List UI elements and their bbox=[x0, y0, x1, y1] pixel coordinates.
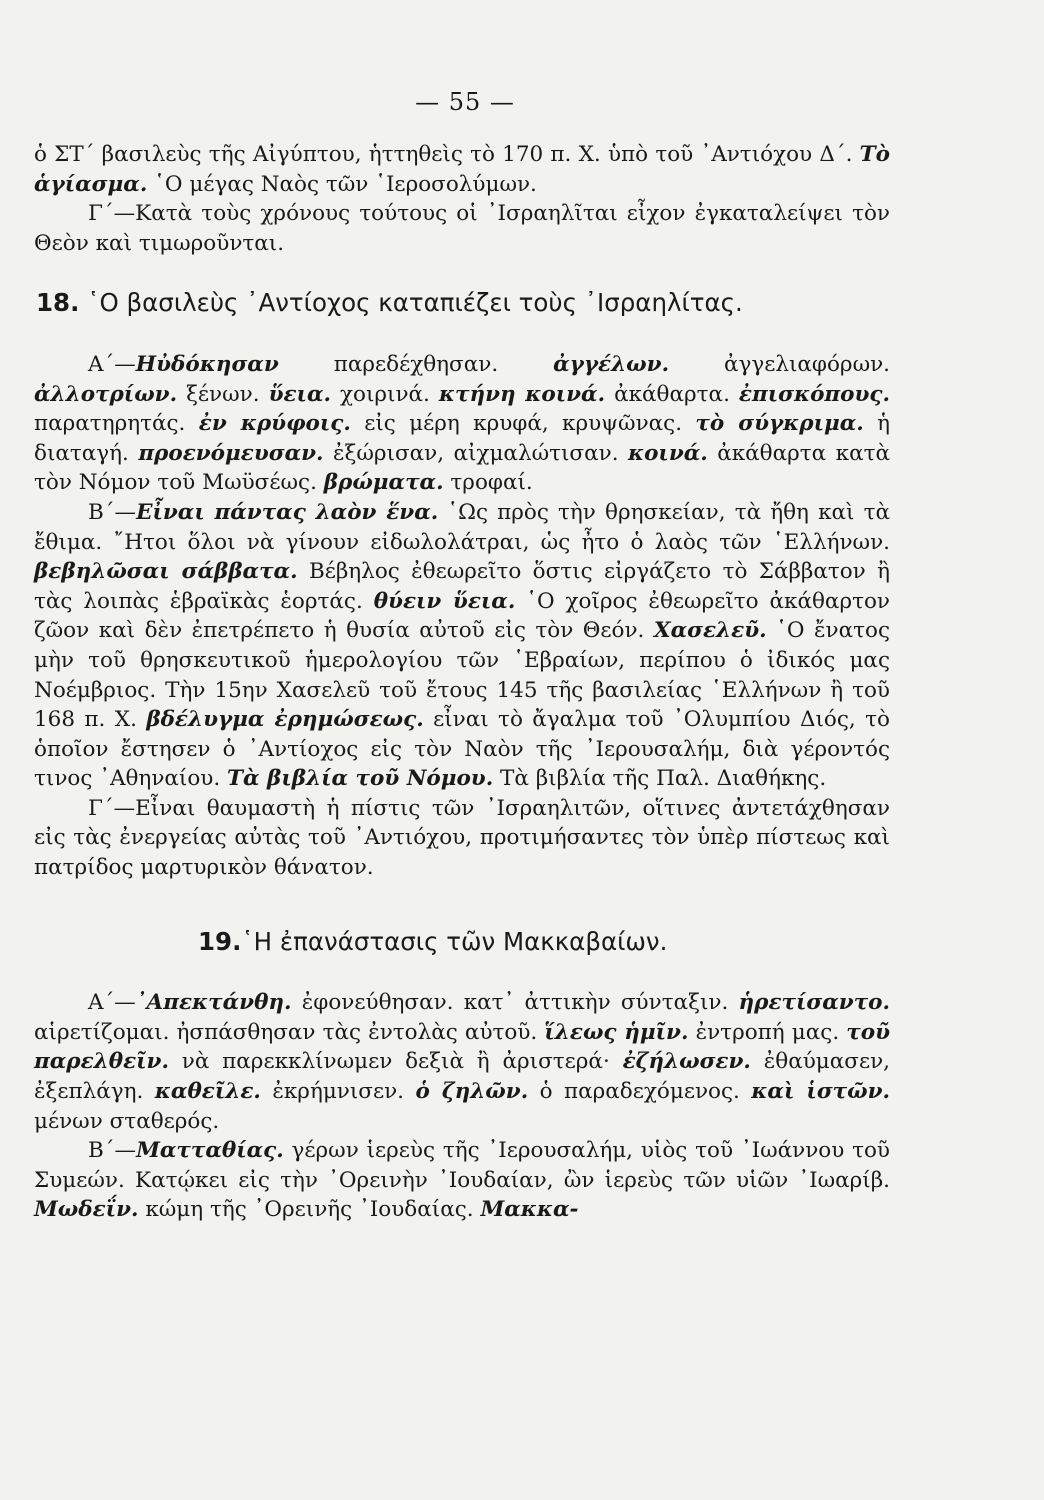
section-19-number: 19. bbox=[198, 926, 242, 956]
gloss-text: ἐφονεύθησαν. κατ᾿ ἀττικὴν σύνταξιν. bbox=[291, 990, 739, 1016]
glossary-term: ᾿Απεκτάνθη. bbox=[135, 990, 292, 1016]
gloss-text: ἀκάθαρτα κατὰ τὸν Νόμον τοῦ Μωϋσέως. bbox=[34, 440, 890, 496]
gloss-text: μένων σταθερός. bbox=[34, 1108, 220, 1134]
page-number: — 55 — bbox=[415, 88, 515, 116]
gloss-text: ῾Ως πρὸς τὴν θρησκείαν, τὰ ἤθη καὶ τὰ ἔθιμα. ῎Ητοι ὅλοι νὰ γίνουν εἰδωλολάτραι, ὡς ἦτο ὁ λαὸς τῶν ῾Ελλήνων. bbox=[34, 499, 890, 555]
glossary-term: ἀγγέλων. bbox=[553, 351, 670, 377]
glossary-term: κοινά. bbox=[627, 440, 708, 466]
gloss-text: τροφαί. bbox=[443, 470, 533, 496]
gloss-text: Β΄— bbox=[88, 1138, 137, 1164]
gloss-text: Βέβηλος ἐθεωρεῖτο ὅστις εἰργάζετο τὸ Σάββατον ἢ τὰς λοιπὰς ἑβραϊκὰς ἑορτάς. bbox=[34, 559, 890, 614]
glossary-term: Μακκα- bbox=[480, 1197, 579, 1223]
glossary-term: ἐν κρύφοις. bbox=[198, 411, 351, 437]
glossary-term: καὶ ἱστῶν. bbox=[751, 1079, 891, 1105]
gloss-text: παρεδέχθησαν. bbox=[278, 351, 554, 377]
section-19-alpha-paragraph bbox=[34, 988, 890, 1136]
gloss-text: κώμη τῆς ᾿Ορεινῆς ᾿Ιουδαίας. bbox=[138, 1197, 481, 1223]
glossary-term: ἐζήλωσεν. bbox=[622, 1049, 751, 1075]
glossary-term: Εἶναι πάντας λαὸν ἕνα. bbox=[136, 499, 439, 525]
glossary-term: θύειν ὕεια. bbox=[373, 588, 516, 614]
intro-gamma-paragraph: Γ΄—Κατὰ τοὺς χρόνους τούτους οἱ ᾿Ισραηλῖται εἶχον ἐγκαταλείψει τὸν Θεὸν καὶ τιμωροῦνται. bbox=[34, 201, 890, 256]
gloss-text: ξένων. bbox=[177, 381, 269, 407]
gloss-text: ῾Ο χοῖρος ἐθεωρεῖτο ἀκάθαρτον ζῶον καὶ δὲν ἐπετρέπετο ἡ θυσία αὐτοῦ εἰς τὸν Θεόν. bbox=[34, 588, 890, 644]
gloss-text: Α΄— bbox=[88, 990, 136, 1016]
section-18-number: 18. bbox=[36, 288, 80, 318]
gloss-text: ἐκρήμνισεν. bbox=[260, 1079, 416, 1105]
gloss-text: ἀκάθαρτα. bbox=[605, 381, 739, 407]
glossary-term: τοῦ παρελθεῖν. bbox=[34, 1019, 891, 1075]
gloss-text: παρατηρητάς. bbox=[34, 411, 199, 437]
glossary-term: βδέλυγμα ἐρημώσεως. bbox=[146, 707, 424, 733]
gloss-text: νὰ παρεκκλίνωμεν δεξιὰ ἢ ἀριστερά· bbox=[168, 1049, 623, 1075]
gloss-text: Τὰ βιβλία τῆς Παλ. Διαθήκης. bbox=[493, 766, 827, 792]
glossary-term: Ματταθίας. bbox=[136, 1138, 284, 1164]
glossary-term: Τὰ βιβλία τοῦ Νόμου. bbox=[227, 766, 494, 792]
glossary-term: κτήνη κοινά. bbox=[438, 381, 606, 407]
gloss-text: εἶναι τὸ ἄγαλμα τοῦ ᾿Ολυμπίου Διός, τὸ ὁποῖον ἔστησεν ὁ ᾿Αντίοχος εἰς τὸν Ναὸν τῆς ᾿Ιερουσαλήμ, διὰ γέροντός τινος ᾿Αθηναίου. bbox=[34, 707, 890, 792]
glossary-term: καθεῖλε. bbox=[154, 1079, 261, 1105]
section-18-heading bbox=[36, 288, 890, 318]
section-18-alpha-paragraph bbox=[34, 350, 890, 498]
section-19-beta-paragraph bbox=[34, 1136, 890, 1225]
gloss-text: ἐθαύμασεν, ἐξεπλάγη. bbox=[34, 1049, 890, 1105]
intro-text-end: ῾Ο μέγας Ναὸς τῶν ῾Ιεροσολύμων. bbox=[147, 171, 537, 197]
glossary-term: Ηὐδόκησαν bbox=[135, 351, 279, 377]
page-body bbox=[34, 140, 890, 1225]
gloss-text: ἡ διαταγή. bbox=[34, 411, 890, 466]
gloss-text: ἐξώρισαν, αἰχμαλώτισαν. bbox=[323, 440, 628, 466]
glossary-term: ἐπισκόπους. bbox=[738, 381, 890, 407]
gloss-text: ὁ παραδεχόμενος. bbox=[528, 1079, 752, 1105]
section-18-title: ῾Ο βασιλεὺς ᾿Αντίοχος καταπιέζει τοὺς ᾿Ισραηλίτας. bbox=[87, 288, 743, 318]
intro-text: ὁ ΣΤ΄ βασιλεὺς τῆς Αἰγύπτου, ἡττηθεὶς τὸ 170 π. Χ. ὑπὸ τοῦ ᾿Αντιόχου Δ΄. bbox=[34, 142, 860, 167]
intro-term: Τὸ ἁγίασμα. bbox=[34, 142, 890, 197]
section-18-beta-paragraph bbox=[34, 498, 890, 794]
glossary-term: προενόμευσαν. bbox=[138, 440, 324, 466]
glossary-term: ἵλεως ἡμῖν. bbox=[544, 1019, 689, 1045]
gloss-text: αἱρετίζομαι. ἠσπάσθησαν τὰς ἐντολὰς αὐτοῦ. bbox=[34, 1019, 545, 1045]
gloss-text: χοιρινά. bbox=[330, 381, 439, 407]
gloss-text: ῾Ο ἔνατος μὴν τοῦ θρησκευτικοῦ ἡμερολογίου τῶν ῾Εβραίων, περίπου ὁ ἰδικός μας Νοέμβριος. Τὴν 15ην Χασελεῦ τοῦ ἔτους 145 τῆς βασιλείας ῾Ελλήνων ἢ τοῦ 168 π. Χ. bbox=[34, 618, 890, 733]
section-18-gamma-paragraph: Γ΄—Εἶναι θαυμαστὴ ἡ πίστις τῶν ᾿Ισραηλιτῶν, οἵτινες ἀντετάχθησαν εἰς τὰς ἐνεργείας αὐτὰς τοῦ ᾿Αντιόχου, προτιμήσαντες τὸν ὑπὲρ πίστεως καὶ πατρίδος μαρτυρικὸν θάνατον. bbox=[34, 795, 890, 881]
glossary-term: τὸ σύγκριμα. bbox=[695, 411, 864, 437]
glossary-term: ὕεια. bbox=[268, 381, 331, 407]
glossary-term: βεβηλῶσαι σάββατα. bbox=[34, 559, 298, 585]
glossary-term: βρώματα. bbox=[323, 470, 444, 496]
glossary-term: Μωδεΐν. bbox=[34, 1197, 139, 1223]
intro-paragraph bbox=[34, 140, 890, 199]
gloss-text: Α΄— bbox=[88, 351, 136, 377]
glossary-term: Χασελεῦ. bbox=[653, 618, 767, 644]
gloss-text: Β΄— bbox=[88, 499, 137, 525]
glossary-term: ἀλλοτρίων. bbox=[34, 381, 178, 407]
gloss-text: γέρων ἱερεὺς τῆς ᾿Ιερουσαλήμ, υἱὸς τοῦ ᾿Ιωάννου τοῦ Συμεών. Κατῴκει εἰς τὴν ᾿Ορεινὴν ᾿Ιουδαίαν, ὢν ἱερεὺς τῶν υἱῶν ᾿Ιωαρίβ. bbox=[34, 1138, 890, 1193]
section-19-title: ῾Η ἐπανάστασις τῶν Μακκαβαίων. bbox=[241, 926, 668, 956]
gloss-text: εἰς μέρη κρυφά, κρυψῶνας. bbox=[350, 411, 696, 437]
glossary-term: ἡρετίσαντο. bbox=[738, 990, 890, 1016]
gloss-text: ἀγγελιαφόρων. bbox=[669, 351, 891, 377]
section-19-heading bbox=[198, 927, 890, 957]
glossary-term: ὁ ζηλῶν. bbox=[415, 1079, 529, 1105]
gloss-text: ἐντροπή μας. bbox=[688, 1019, 847, 1045]
